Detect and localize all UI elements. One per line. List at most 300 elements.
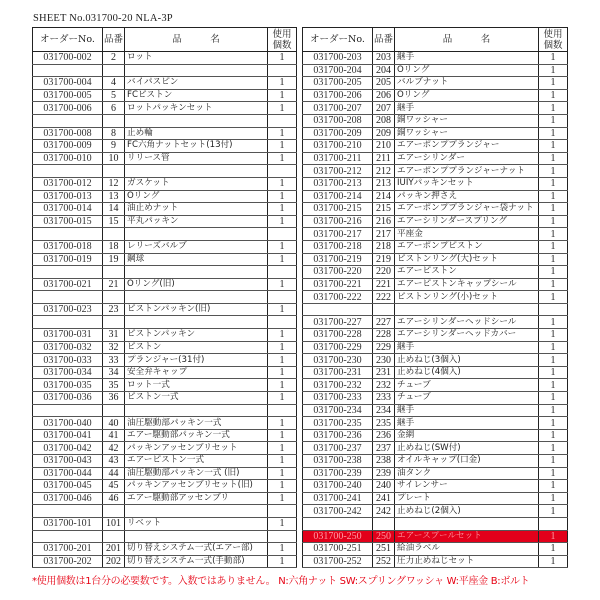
order-no-cell (33, 165, 103, 178)
item-no-cell: 214 (373, 190, 395, 203)
qty-cell: 1 (539, 455, 568, 468)
table-row (33, 190, 297, 203)
item-name-cell: ピストン一式 (125, 392, 268, 405)
table-row (303, 341, 568, 354)
item-no-cell (103, 165, 125, 178)
item-name-cell: エアー駆動部アッセンブリ (125, 492, 268, 505)
qty-cell: 1 (539, 89, 568, 102)
table-row (303, 392, 568, 405)
item-no-cell: 44 (103, 467, 125, 480)
qty-cell (539, 517, 568, 530)
qty-cell: 1 (539, 52, 568, 65)
qty-cell: 1 (539, 480, 568, 493)
qty-cell: 1 (268, 392, 297, 405)
item-no-cell: 19 (103, 253, 125, 266)
table-row-blank (33, 530, 297, 543)
qty-cell (268, 114, 297, 127)
order-no-cell: 031700-250 (303, 530, 373, 543)
table-row (303, 417, 568, 430)
item-name-cell (125, 291, 268, 304)
table-row (303, 354, 568, 367)
item-no-cell: 34 (103, 366, 125, 379)
order-no-cell: 031700-041 (33, 429, 103, 442)
order-no-cell: 031700-241 (303, 492, 373, 505)
qty-cell: 1 (268, 480, 297, 493)
table-header-row (303, 28, 568, 52)
item-name-cell: エアーシリンダーヘッドシール (395, 316, 539, 329)
item-name-cell: 止めねじ(4個入) (395, 366, 539, 379)
item-name-cell: ロット一式 (125, 379, 268, 392)
item-no-cell: 201 (103, 543, 125, 556)
header-item-no: 品番 (373, 28, 395, 52)
item-name-cell: 鋼球 (125, 253, 268, 266)
item-no-cell: 46 (103, 492, 125, 505)
order-no-cell (33, 404, 103, 417)
item-name-cell (125, 530, 268, 543)
table-row (303, 266, 568, 279)
item-no-cell: 45 (103, 480, 125, 493)
item-no-cell: 252 (373, 555, 395, 568)
qty-cell: 1 (268, 177, 297, 190)
table-row (303, 203, 568, 216)
table-row (33, 354, 297, 367)
qty-cell: 1 (539, 228, 568, 241)
item-name-cell: 継手 (395, 404, 539, 417)
table-row (33, 329, 297, 342)
table-row (303, 228, 568, 241)
table-row (303, 89, 568, 102)
table-row (303, 530, 568, 543)
qty-cell: 1 (539, 77, 568, 90)
order-no-cell: 031700-211 (303, 152, 373, 165)
item-no-cell: 216 (373, 215, 395, 228)
table-row (303, 140, 568, 153)
order-no-cell: 031700-031 (33, 329, 103, 342)
item-no-cell: 209 (373, 127, 395, 140)
table-row (33, 429, 297, 442)
item-no-cell: 213 (373, 177, 395, 190)
item-no-cell: 23 (103, 303, 125, 316)
table-row (33, 253, 297, 266)
qty-cell (268, 291, 297, 304)
item-no-cell: 101 (103, 517, 125, 530)
item-name-cell: 止めねじ(2個入) (395, 505, 539, 518)
table-row (303, 127, 568, 140)
qty-cell: 1 (539, 114, 568, 127)
table-row (303, 52, 568, 65)
order-no-cell: 031700-239 (303, 467, 373, 480)
qty-cell: 1 (268, 303, 297, 316)
item-name-cell: ロット (125, 52, 268, 65)
order-no-cell: 031700-219 (303, 253, 373, 266)
table-row (33, 177, 297, 190)
order-no-cell: 031700-222 (303, 291, 373, 304)
item-name-cell: バイパスピン (125, 77, 268, 90)
table-row (33, 517, 297, 530)
order-no-cell: 031700-044 (33, 467, 103, 480)
item-name-cell (125, 64, 268, 77)
order-no-cell: 031700-046 (33, 492, 103, 505)
item-no-cell: 206 (373, 89, 395, 102)
item-no-cell: 210 (373, 140, 395, 153)
item-no-cell: 15 (103, 215, 125, 228)
item-no-cell (103, 266, 125, 279)
item-no-cell (103, 64, 125, 77)
item-no-cell: 232 (373, 379, 395, 392)
table-row (33, 278, 297, 291)
table-header-row (33, 28, 297, 52)
item-no-cell: 5 (103, 89, 125, 102)
qty-cell (268, 266, 297, 279)
order-no-cell: 031700-230 (303, 354, 373, 367)
item-name-cell: Oリング (125, 190, 268, 203)
order-no-cell: 031700-218 (303, 240, 373, 253)
order-no-cell: 031700-232 (303, 379, 373, 392)
item-name-cell: 銅ワッシャー (395, 114, 539, 127)
item-no-cell: 18 (103, 240, 125, 253)
item-name-cell: エアーピストン一式 (125, 455, 268, 468)
qty-cell: 1 (539, 530, 568, 543)
item-name-cell: エアーシリンダー (395, 152, 539, 165)
item-name-cell: パッキンアッセンブリセット(旧) (125, 480, 268, 493)
item-name-cell: エアーピストンキャップシール (395, 278, 539, 291)
item-no-cell: 42 (103, 442, 125, 455)
qty-cell: 1 (268, 341, 297, 354)
item-name-cell: 切り替えシステム一式(手動部) (125, 555, 268, 568)
item-no-cell: 21 (103, 278, 125, 291)
order-no-cell: 031700-213 (303, 177, 373, 190)
qty-cell: 1 (539, 354, 568, 367)
parts-table-left (32, 27, 297, 568)
order-no-cell: 031700-203 (303, 52, 373, 65)
order-no-cell: 031700-229 (303, 341, 373, 354)
order-no-cell: 031700-040 (33, 417, 103, 430)
qty-cell: 1 (539, 543, 568, 556)
order-no-cell: 031700-251 (303, 543, 373, 556)
table-row-blank (33, 266, 297, 279)
parts-table-right-body (303, 52, 568, 568)
header-qty: 使用 個数 (268, 28, 297, 52)
qty-cell: 1 (268, 140, 297, 153)
qty-cell: 1 (539, 140, 568, 153)
item-name-cell: Oリング(旧) (125, 278, 268, 291)
order-no-cell: 031700-004 (33, 77, 103, 90)
order-no-cell: 031700-034 (33, 366, 103, 379)
table-row-blank (303, 303, 568, 316)
table-row (303, 543, 568, 556)
item-no-cell: 2 (103, 52, 125, 65)
table-row (33, 127, 297, 140)
table-row (303, 64, 568, 77)
order-no-cell: 031700-014 (33, 203, 103, 216)
item-name-cell: エアーポンププランジャー (395, 140, 539, 153)
table-row (303, 442, 568, 455)
order-no-cell: 031700-205 (303, 77, 373, 90)
qty-cell: 1 (268, 240, 297, 253)
item-name-cell (125, 114, 268, 127)
qty-cell: 1 (539, 404, 568, 417)
order-no-cell (33, 505, 103, 518)
qty-cell: 1 (268, 517, 297, 530)
qty-cell: 1 (268, 429, 297, 442)
item-no-cell: 8 (103, 127, 125, 140)
order-no-cell: 031700-012 (33, 177, 103, 190)
item-no-cell (373, 303, 395, 316)
item-no-cell: 217 (373, 228, 395, 241)
item-name-cell: ピストンリング(小)セット (395, 291, 539, 304)
table-row (303, 429, 568, 442)
order-no-cell: 031700-043 (33, 455, 103, 468)
qty-cell: 1 (539, 392, 568, 405)
qty-cell: 1 (539, 266, 568, 279)
item-no-cell: 229 (373, 341, 395, 354)
item-name-cell (125, 316, 268, 329)
order-no-cell: 031700-209 (303, 127, 373, 140)
item-no-cell: 242 (373, 505, 395, 518)
order-no-cell: 031700-235 (303, 417, 373, 430)
order-no-cell (33, 64, 103, 77)
item-no-cell: 13 (103, 190, 125, 203)
order-no-cell: 031700-240 (303, 480, 373, 493)
order-no-cell (33, 530, 103, 543)
order-no-cell: 031700-005 (33, 89, 103, 102)
table-row (303, 404, 568, 417)
item-no-cell: 227 (373, 316, 395, 329)
order-no-cell: 031700-206 (303, 89, 373, 102)
item-name-cell: 油圧駆動部パッキン一式 (125, 417, 268, 430)
order-no-cell (33, 228, 103, 241)
table-row (33, 102, 297, 115)
table-row (33, 543, 297, 556)
order-no-cell: 031700-217 (303, 228, 373, 241)
item-no-cell: 203 (373, 52, 395, 65)
table-row (303, 505, 568, 518)
table-row (303, 278, 568, 291)
order-no-cell: 031700-101 (33, 517, 103, 530)
item-name-cell: 切り替えシステム一式(エアー部) (125, 543, 268, 556)
item-no-cell: 204 (373, 64, 395, 77)
order-no-cell (33, 266, 103, 279)
table-row (303, 102, 568, 115)
item-no-cell (103, 316, 125, 329)
item-no-cell: 231 (373, 366, 395, 379)
item-no-cell: 251 (373, 543, 395, 556)
table-row (303, 316, 568, 329)
order-no-cell: 031700-018 (33, 240, 103, 253)
qty-cell: 1 (539, 291, 568, 304)
item-no-cell: 235 (373, 417, 395, 430)
order-no-cell: 031700-237 (303, 442, 373, 455)
order-no-cell: 031700-214 (303, 190, 373, 203)
table-row (303, 455, 568, 468)
table-row (303, 366, 568, 379)
table-row (33, 492, 297, 505)
qty-cell: 1 (268, 467, 297, 480)
item-name-cell: Oリング (395, 89, 539, 102)
qty-cell: 1 (539, 64, 568, 77)
qty-cell: 1 (539, 417, 568, 430)
table-row (303, 467, 568, 480)
item-no-cell (103, 530, 125, 543)
item-no-cell: 33 (103, 354, 125, 367)
item-name-cell: 金網 (395, 429, 539, 442)
order-no-cell: 031700-015 (33, 215, 103, 228)
qty-cell: 1 (268, 127, 297, 140)
item-no-cell: 32 (103, 341, 125, 354)
qty-cell: 1 (539, 379, 568, 392)
item-no-cell (103, 114, 125, 127)
order-no-cell: 031700-204 (303, 64, 373, 77)
item-name-cell (395, 303, 539, 316)
qty-cell: 1 (268, 442, 297, 455)
qty-cell: 1 (539, 329, 568, 342)
item-name-cell: エアーシリンダーヘッドカバー (395, 329, 539, 342)
order-no-cell (33, 114, 103, 127)
table-row (303, 555, 568, 568)
item-no-cell: 10 (103, 152, 125, 165)
qty-cell: 1 (539, 203, 568, 216)
order-no-cell: 031700-009 (33, 140, 103, 153)
item-name-cell: ピストンパッキン(旧) (125, 303, 268, 316)
table-row (303, 480, 568, 493)
item-no-cell (103, 404, 125, 417)
qty-cell: 1 (539, 555, 568, 568)
table-row-blank (33, 228, 297, 241)
table-row-blank (33, 165, 297, 178)
header-qty: 使用 個数 (539, 28, 568, 52)
item-name-cell: 継手 (395, 417, 539, 430)
item-no-cell: 220 (373, 266, 395, 279)
table-row (303, 177, 568, 190)
order-no-cell (33, 291, 103, 304)
item-no-cell: 14 (103, 203, 125, 216)
item-name-cell: エアー駆動部パッキン一式 (125, 429, 268, 442)
table-row-blank (33, 114, 297, 127)
qty-cell: 1 (539, 240, 568, 253)
qty-cell: 1 (539, 215, 568, 228)
item-no-cell: 236 (373, 429, 395, 442)
table-row (303, 240, 568, 253)
table-row (33, 467, 297, 480)
table-row-blank (33, 64, 297, 77)
qty-cell: 1 (539, 467, 568, 480)
item-name-cell: エアーポンプピストン (395, 240, 539, 253)
qty-cell: 1 (268, 366, 297, 379)
item-name-cell: エアーポンププランジャー袋ナット (395, 203, 539, 216)
order-no-cell (303, 303, 373, 316)
order-no-cell: 031700-236 (303, 429, 373, 442)
item-name-cell: プレート (395, 492, 539, 505)
header-item-name: 品 名 (125, 28, 268, 52)
table-row (33, 442, 297, 455)
item-name-cell: 安全弁キャップ (125, 366, 268, 379)
item-no-cell (103, 228, 125, 241)
item-no-cell: 41 (103, 429, 125, 442)
qty-cell: 1 (268, 492, 297, 505)
item-name-cell (125, 165, 268, 178)
order-no-cell: 031700-010 (33, 152, 103, 165)
item-no-cell: 250 (373, 530, 395, 543)
table-row (303, 379, 568, 392)
table-row (33, 203, 297, 216)
parts-table-left-body (33, 52, 297, 568)
item-name-cell: エアーポンププランジャーナット (395, 165, 539, 178)
qty-cell: 1 (539, 492, 568, 505)
qty-cell (268, 228, 297, 241)
qty-cell (539, 303, 568, 316)
qty-cell: 1 (268, 354, 297, 367)
item-no-cell: 211 (373, 152, 395, 165)
item-name-cell: ピストンパッキン (125, 329, 268, 342)
table-row (303, 77, 568, 90)
item-name-cell: 銅ワッシャー (395, 127, 539, 140)
qty-cell: 1 (539, 429, 568, 442)
item-no-cell: 6 (103, 102, 125, 115)
order-no-cell: 031700-220 (303, 266, 373, 279)
item-name-cell: 圧力止めねじセット (395, 555, 539, 568)
order-no-cell: 031700-227 (303, 316, 373, 329)
table-row-blank (33, 316, 297, 329)
footer-note: *使用個数は1台分の必要数です。入数ではありません。 N:六角ナット SW:スプリングワッシャ W:平座金 B:ボルト (32, 576, 530, 587)
order-no-cell: 031700-212 (303, 165, 373, 178)
qty-cell (268, 316, 297, 329)
order-no-cell: 031700-201 (33, 543, 103, 556)
qty-cell: 1 (539, 316, 568, 329)
item-name-cell: サイレンサー (395, 480, 539, 493)
order-no-cell: 031700-045 (33, 480, 103, 493)
table-row (33, 555, 297, 568)
item-name-cell: FC六角ナットセット(13付) (125, 140, 268, 153)
qty-cell (268, 530, 297, 543)
item-name-cell (125, 404, 268, 417)
item-name-cell: チューブ (395, 392, 539, 405)
item-name-cell: 止め輪 (125, 127, 268, 140)
table-row (303, 492, 568, 505)
order-no-cell: 031700-021 (33, 278, 103, 291)
qty-cell (268, 404, 297, 417)
table-row (33, 52, 297, 65)
item-name-cell: バルブナット (395, 77, 539, 90)
order-no-cell: 031700-215 (303, 203, 373, 216)
table-row (33, 392, 297, 405)
table-row-blank (303, 517, 568, 530)
qty-cell: 1 (268, 89, 297, 102)
table-row (33, 152, 297, 165)
order-no-cell: 031700-207 (303, 102, 373, 115)
qty-cell: 1 (268, 543, 297, 556)
item-name-cell: 継手 (395, 52, 539, 65)
table-row (33, 455, 297, 468)
order-no-cell: 031700-019 (33, 253, 103, 266)
item-name-cell (125, 228, 268, 241)
item-no-cell: 4 (103, 77, 125, 90)
qty-cell: 1 (268, 379, 297, 392)
item-name-cell: ロットパッキンセット (125, 102, 268, 115)
qty-cell: 1 (539, 177, 568, 190)
table-row (303, 152, 568, 165)
order-no-cell: 031700-202 (33, 555, 103, 568)
order-no-cell: 031700-008 (33, 127, 103, 140)
sheet-title: SHEET No.031700-20 NLA-3P (33, 13, 173, 24)
table-row (303, 253, 568, 266)
qty-cell: 1 (539, 127, 568, 140)
table-row (303, 190, 568, 203)
item-name-cell: レリーズバルブ (125, 240, 268, 253)
qty-cell (268, 165, 297, 178)
qty-cell: 1 (268, 215, 297, 228)
item-name-cell: チューブ (395, 379, 539, 392)
order-no-cell: 031700-208 (303, 114, 373, 127)
